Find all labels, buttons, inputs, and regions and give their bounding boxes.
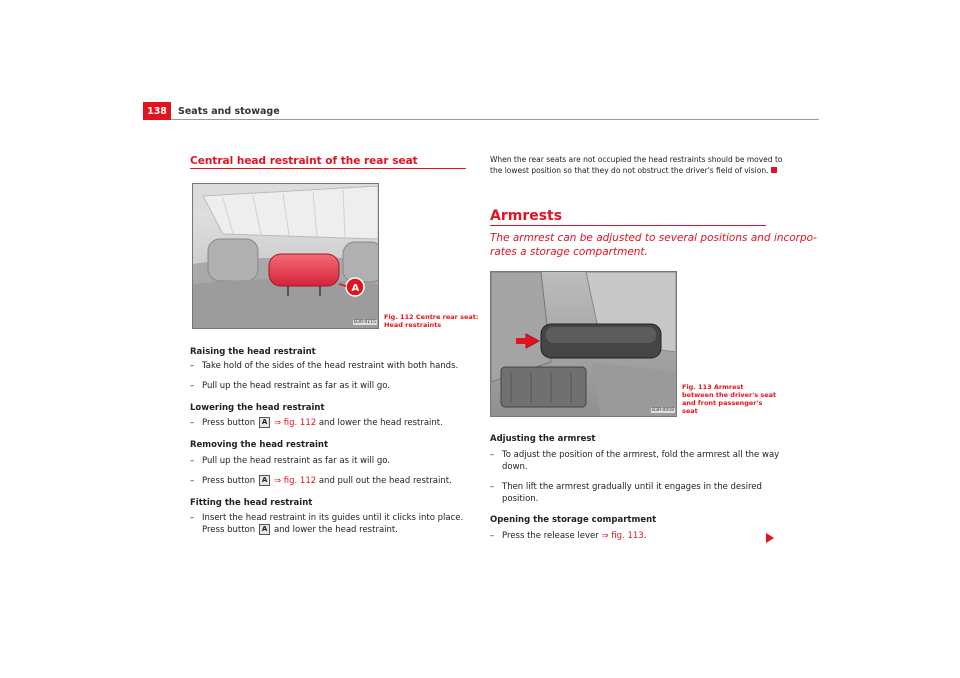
section-heading-central-head-restraint: Central head restraint of the rear seat bbox=[190, 155, 418, 167]
section-heading-rule bbox=[190, 168, 466, 169]
caption-line: Fig. 112 Centre rear seat: bbox=[384, 313, 479, 321]
figure-centre-rear-head-restraint bbox=[192, 183, 379, 329]
step-text: Press the release lever bbox=[502, 531, 599, 541]
figure-link[interactable]: ⇒ fig. 112 bbox=[273, 476, 317, 486]
step-text: and lower the head restraint. bbox=[318, 418, 443, 428]
step-adjusting-1 bbox=[490, 449, 779, 473]
step-text: Then lift the armrest gradually until it engages in the desired bbox=[502, 482, 762, 492]
dash: – bbox=[190, 476, 195, 486]
armrests-intro bbox=[490, 231, 817, 259]
step-text: down. bbox=[502, 462, 528, 472]
armrest-illustration bbox=[491, 272, 676, 416]
header-rule bbox=[171, 119, 819, 120]
step-text: and pull out the head restraint. bbox=[318, 476, 452, 486]
figure-link[interactable]: ⇒ fig. 113 bbox=[601, 531, 644, 541]
subheading-opening: Opening the storage compartment bbox=[490, 515, 657, 525]
subheading-removing: Removing the head restraint bbox=[190, 440, 329, 450]
figure-link[interactable]: ⇒ fig. 112 bbox=[273, 418, 317, 428]
dash: – bbox=[190, 381, 195, 391]
figure-113-caption bbox=[682, 383, 776, 415]
rear-seat-illustration bbox=[193, 184, 378, 328]
step-text: . bbox=[643, 531, 647, 541]
subheading-adjusting: Adjusting the armrest bbox=[490, 434, 596, 444]
next-page-arrow-icon[interactable] bbox=[766, 533, 774, 543]
page-number: 138 bbox=[143, 102, 171, 120]
dash: – bbox=[490, 531, 495, 541]
step-adjusting-2 bbox=[490, 481, 762, 505]
caption-line: Head restraints bbox=[384, 321, 442, 329]
caption-line: and front passenger's bbox=[682, 399, 763, 407]
callout-a: A bbox=[351, 283, 360, 294]
step-raising-2 bbox=[190, 380, 390, 392]
dash: – bbox=[490, 482, 495, 492]
button-a-symbol: A bbox=[259, 524, 270, 535]
section-heading-armrests: Armrests bbox=[490, 208, 563, 224]
button-a-symbol: A bbox=[259, 475, 270, 486]
dash: – bbox=[190, 513, 195, 523]
step-opening-1 bbox=[490, 530, 646, 542]
dash: – bbox=[190, 361, 195, 371]
dash: – bbox=[490, 450, 495, 460]
step-fitting-1-cont bbox=[202, 524, 398, 536]
figure-code: B3R-0058 bbox=[652, 408, 674, 413]
step-fitting-1 bbox=[190, 512, 463, 524]
section-heading-rule bbox=[490, 225, 766, 226]
step-removing-1 bbox=[190, 455, 390, 467]
step-text: Pull up the head restraint as far as it will go. bbox=[202, 456, 390, 466]
figure-armrest bbox=[490, 271, 677, 417]
step-removing-2 bbox=[190, 475, 452, 487]
intro-line: The armrest can be adjusted to several positions and incorpo- bbox=[490, 232, 817, 244]
figure-code: B3R-0115 bbox=[354, 320, 376, 325]
subheading-fitting: Fitting the head restraint bbox=[190, 498, 313, 508]
figure-112-caption bbox=[384, 313, 479, 329]
subheading-raising: Raising the head restraint bbox=[190, 347, 316, 357]
caption-line: seat bbox=[682, 407, 698, 415]
step-text: Pull up the head restraint as far as it will go. bbox=[202, 381, 390, 391]
step-text: and lower the head restraint. bbox=[273, 525, 398, 535]
dash: – bbox=[190, 418, 195, 428]
end-of-section-marker bbox=[771, 167, 777, 173]
note-line: When the rear seats are not occupied the head restraints should be moved to bbox=[490, 155, 783, 164]
step-text: To adjust the position of the armrest, fold the armrest all the way bbox=[502, 450, 780, 460]
caption-line: between the driver's seat bbox=[682, 391, 777, 399]
caption-line: Fig. 113 Armrest bbox=[682, 383, 744, 391]
intro-line: rates a storage compartment. bbox=[490, 246, 648, 258]
step-text: Take hold of the sides of the head restraint with both hands. bbox=[202, 361, 459, 371]
step-text: Press button bbox=[202, 418, 256, 428]
step-text: Press button bbox=[202, 525, 256, 535]
rear-seat-note bbox=[490, 154, 782, 176]
step-lowering-1 bbox=[190, 417, 443, 429]
dash: – bbox=[190, 456, 195, 466]
subheading-lowering: Lowering the head restraint bbox=[190, 403, 325, 413]
step-text: position. bbox=[502, 494, 539, 504]
step-text: Press button bbox=[202, 476, 256, 486]
button-a-symbol: A bbox=[259, 417, 270, 428]
page-header-title: Seats and stowage bbox=[178, 106, 280, 117]
note-line: the lowest position so that they do not obstruct the driver's field of vision. bbox=[490, 166, 769, 175]
step-text: Insert the head restraint in its guides until it clicks into place. bbox=[202, 513, 464, 523]
step-raising-1 bbox=[190, 360, 458, 372]
